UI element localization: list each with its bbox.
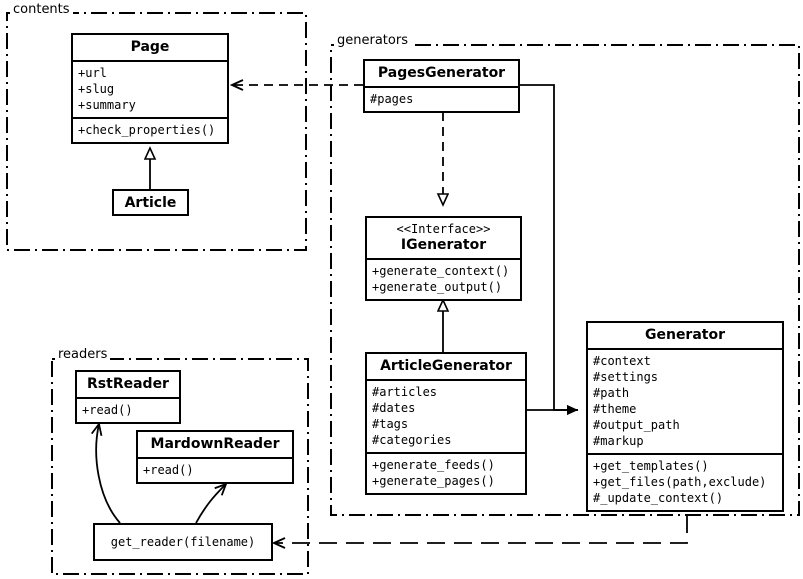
class-mardown-reader[interactable]	[136, 430, 294, 484]
class-generator-title: Generator	[644, 327, 725, 343]
class-article[interactable]	[112, 189, 189, 216]
method-row: +generate_feeds()	[372, 458, 495, 472]
package-label-generators: generators	[334, 33, 411, 48]
class-article-generator-attributes	[367, 381, 525, 452]
class-generator-methods	[588, 455, 782, 510]
attribute-row: #output_path	[593, 418, 680, 432]
attribute-row: #categories	[372, 433, 452, 447]
method-row: +generate_output()	[372, 280, 503, 294]
class-pages-generator-attributes	[365, 88, 518, 111]
package-label-contents: contents	[10, 2, 73, 17]
class-mardown-reader-methods	[138, 459, 292, 482]
attribute-row: #settings	[593, 370, 659, 384]
attribute-row: #context	[593, 354, 651, 368]
class-generator-attributes	[588, 350, 782, 453]
class-igenerator-methods	[367, 260, 520, 299]
class-rst-reader[interactable]	[75, 370, 181, 424]
class-igenerator-title: IGenerator	[400, 237, 487, 253]
class-mardown-reader-title: MardownReader	[150, 436, 280, 452]
class-pages-generator-title: PagesGenerator	[377, 65, 506, 81]
class-article-generator-title: ArticleGenerator	[380, 358, 512, 374]
method-row: +generate_context()	[372, 264, 510, 278]
attribute-row: #pages	[370, 92, 414, 106]
class-igenerator-stereotype: <<Interface>>	[396, 222, 491, 236]
attribute-row: #theme	[593, 402, 637, 416]
method-row: +read()	[143, 463, 194, 477]
class-page-methods	[73, 119, 227, 142]
class-page-attributes	[73, 62, 227, 117]
attribute-row: #tags	[372, 417, 409, 431]
method-row: +get_files(path,exclude)	[593, 475, 767, 489]
method-row: #_update_context()	[593, 491, 724, 505]
attribute-row: #articles	[372, 385, 438, 399]
attribute-row: #dates	[372, 401, 416, 415]
class-article-generator[interactable]	[365, 352, 527, 495]
class-pages-generator[interactable]	[363, 59, 520, 113]
attribute-row: +summary	[78, 98, 136, 112]
class-page[interactable]	[71, 33, 229, 144]
class-rst-reader-title: RstReader	[87, 376, 169, 392]
function-get-reader[interactable]	[93, 523, 273, 561]
package-label-readers: readers	[55, 347, 110, 362]
attribute-row: +url	[78, 66, 107, 80]
attribute-row: #markup	[593, 434, 644, 448]
class-generator[interactable]	[586, 321, 784, 512]
attribute-row: +slug	[78, 82, 115, 96]
class-rst-reader-methods	[77, 399, 179, 422]
attribute-row: #path	[593, 386, 630, 400]
function-get-reader-label: get_reader(filename)	[110, 535, 256, 549]
method-row: +read()	[82, 403, 133, 417]
class-article-title: Article	[124, 194, 177, 211]
method-row: +check_properties()	[78, 123, 216, 137]
class-page-title: Page	[130, 39, 170, 55]
class-article-generator-methods	[367, 454, 525, 493]
method-row: +get_templates()	[593, 459, 709, 473]
method-row: +generate_pages()	[372, 474, 495, 488]
class-igenerator[interactable]	[365, 216, 522, 301]
